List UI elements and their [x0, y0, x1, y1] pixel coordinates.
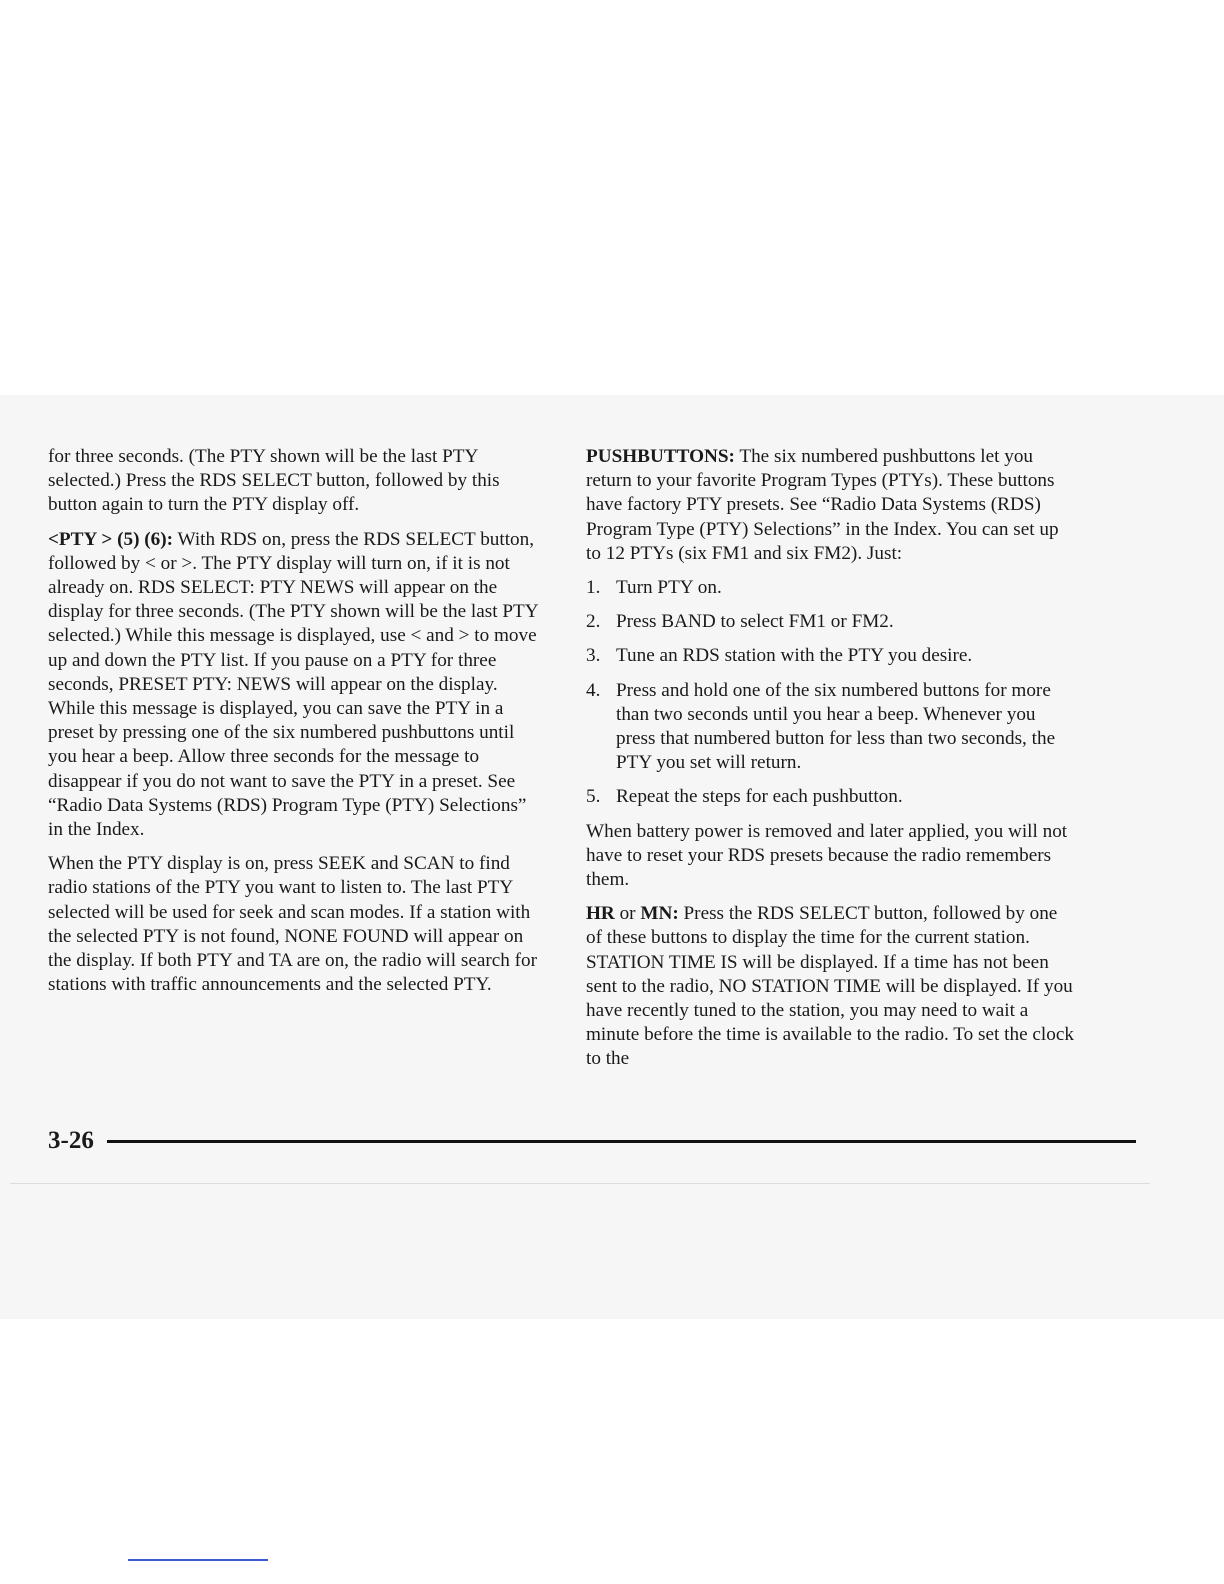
left-paragraph-2 [48, 528, 540, 843]
step-text: Tune an RDS station with the PTY you desire. [616, 645, 973, 667]
step-number: 3. [586, 645, 601, 667]
right-paragraph-1 [586, 445, 1078, 566]
right-paragraph-2: When battery power is removed and later applied, you will not have to reset your RDS presets because the radio remembers them. [586, 820, 1068, 891]
step-item [586, 679, 1078, 776]
left-paragraph-1: for three seconds. (The PTY shown will be the last PTY selected.) Press the RDS SELECT button, followed by this button again to turn the PTY display off. [48, 446, 500, 516]
step-item [586, 610, 1078, 634]
step-number: 2. [586, 611, 601, 633]
step-text: Press and hold one of the six numbered buttons for more than two seconds until you hear a beep. Whenever you press that numbered button for less than two seconds, the PTY you set will return. [616, 679, 1056, 774]
step-text: Repeat the steps for each pushbutton. [616, 786, 903, 808]
page-footer [48, 1126, 1088, 1156]
faint-divider [10, 1183, 1150, 1184]
page-number: 3-26 [48, 1127, 94, 1154]
steps-list [586, 576, 1078, 810]
mn-label: MN: [640, 903, 679, 925]
bottom-link-underline [128, 1559, 268, 1561]
step-item [586, 576, 1078, 600]
hr-label: HR [586, 903, 615, 925]
step-text: Turn PTY on. [616, 577, 722, 599]
left-column [48, 445, 540, 1007]
step-number: 4. [586, 679, 601, 701]
right-paragraph-3 [586, 902, 1078, 1071]
pushbuttons-description: The six numbered pushbuttons let you return to your favorite Program Types (PTYs). These buttons have factory PTY presets. See “Radio Data Systems (RDS) Program Type (PTY) Selections” in the Index. You can set up to 12 PTYs (six FM1 and six FM2). Just: [586, 446, 1059, 564]
step-text: Press BAND to select FM1 or FM2. [616, 611, 894, 633]
pty-description: With RDS on, press the RDS SELECT button, followed by < or >. The PTY display will turn on, if it is not already on. RDS SELECT: PTY NEWS will appear on the display for three seconds. (The PTY shown will be the last PTY selected.) While this message is displayed, use < and > to move up and down the PTY list. If you pause on a PTY for three seconds, PRESET PTY: NEWS will appear on the display. While this message is displayed, you can save the PTY in a preset by pressing one of the six numbered pushbuttons until you hear a beep. Allow three seconds for the message to disappear if you do not want to save the PTY in a preset. See “Radio Data Systems (RDS) Program Type (PTY) Selections” in the Index. [48, 528, 538, 841]
footer-rule [107, 1140, 1136, 1143]
pty-label: <PTY > (5) (6): [48, 528, 174, 550]
right-column [586, 445, 1078, 1082]
left-paragraph-3: When the PTY display is on, press SEEK and SCAN to find radio stations of the PTY you want to listen to. The last PTY selected will be used for seek and scan modes. If a station with the selected PTY is not found, NONE FOUND will appear on the display. If both PTY and TA are on, the radio will search for stations with traffic announcements and the selected PTY. [48, 853, 538, 996]
step-number: 5. [586, 786, 601, 808]
step-item [586, 785, 1078, 809]
pushbuttons-label: PUSHBUTTONS: [586, 446, 735, 467]
step-number: 1. [586, 577, 601, 599]
hr-mn-description: Press the RDS SELECT button, followed by one of these buttons to display the time for the current station. STATION TIME IS will be displayed. If a time has not been sent to the radio, NO STATION TIME will be displayed. If you have recently tuned to the station, you may need to wait a minute before the time is available to the radio. To set the clock to the [586, 903, 1074, 1070]
step-item [586, 644, 1078, 668]
or-text: or [614, 903, 641, 925]
